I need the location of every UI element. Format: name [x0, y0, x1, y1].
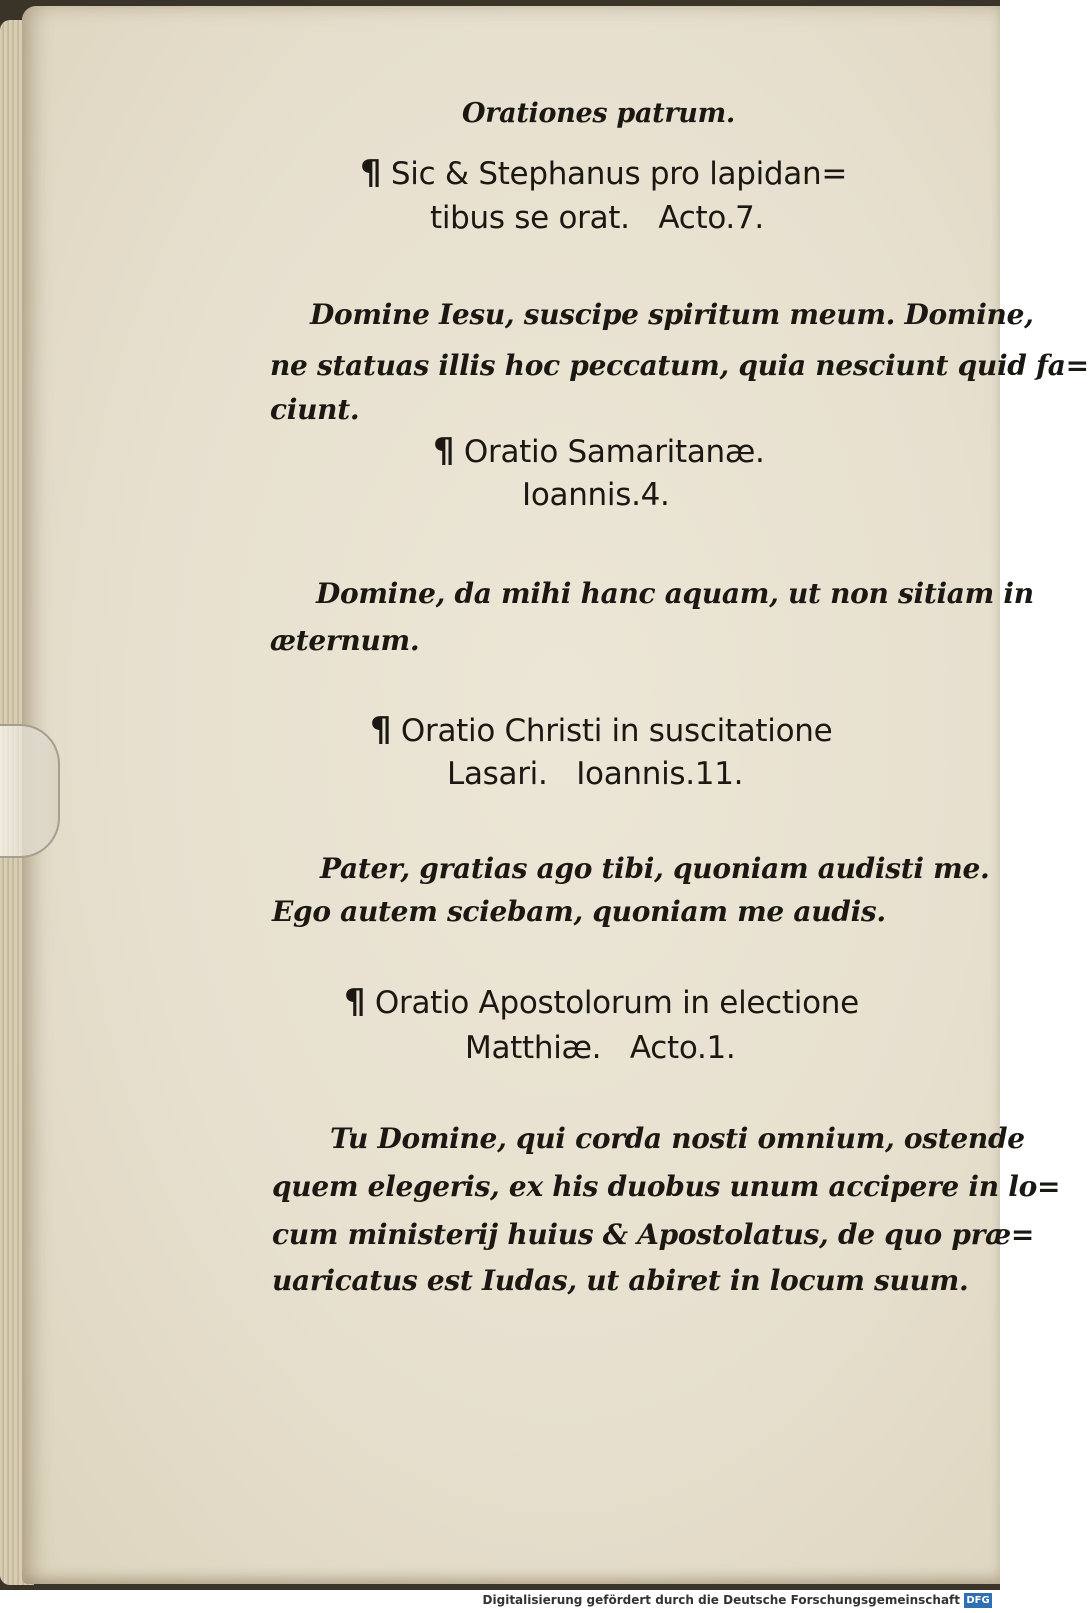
- section-body-3-line-2: Ego autem sciebam, quoniam me audis.: [272, 895, 886, 928]
- section-body-4-line-1: Tu Domine, qui corda nosti omnium, ostende: [330, 1122, 1025, 1155]
- heading-text: Sic & Stephanus pro lapidan=: [390, 156, 848, 192]
- section-heading-3-line-1: [370, 710, 832, 750]
- section-heading-4-line-2: Matthiæ. Acto.1.: [465, 1030, 736, 1066]
- section-heading-1-line-1: [360, 153, 847, 193]
- section-heading-1-line-2: tibus se orat. Acto.7.: [430, 200, 764, 236]
- section-body-3-line-1: Pater, gratias ago tibi, quoniam audisti me.: [320, 852, 990, 885]
- pilcrow-icon: ¶: [370, 710, 392, 750]
- digitization-footer: [0, 1590, 1000, 1613]
- section-body-1-line-2: ne statuas illis hoc peccatum, quia nesciunt quid fa=: [270, 349, 1089, 382]
- pilcrow-icon: ¶: [433, 431, 455, 471]
- heading-text: Oratio Apostolorum in electione: [374, 985, 859, 1021]
- heading-text: Oratio Christi in suscitatione: [400, 713, 833, 749]
- pilcrow-icon: ¶: [360, 153, 382, 193]
- section-body-2-line-2: æternum.: [270, 624, 420, 657]
- section-body-1-line-3: ciunt.: [270, 393, 360, 426]
- running-head: Orationes patrum.: [462, 98, 735, 129]
- section-body-4-line-2: quem elegeris, ex his duobus unum accipere in lo=: [272, 1170, 1061, 1203]
- heading-text: Oratio Samaritanæ.: [463, 434, 765, 470]
- section-body-4-line-3: cum ministerij huius & Apostolatus, de quo præ=: [272, 1218, 1035, 1251]
- pilcrow-icon: ¶: [344, 982, 366, 1022]
- funding-credit: Digitalisierung gefördert durch die Deutsche Forschungsgemeinschaft: [482, 1593, 960, 1607]
- section-heading-2-line-2: Ioannis.4.: [522, 477, 670, 513]
- section-heading-2-line-1: [433, 431, 765, 471]
- section-body-1-line-1: Domine Iesu, suscipe spiritum meum. Domine,: [310, 298, 1034, 331]
- book-page: [22, 6, 1000, 1584]
- section-body-4-line-4: uaricatus est Iudas, ut abiret in locum suum.: [272, 1264, 969, 1297]
- section-heading-3-line-2: Lasari. Ioannis.11.: [447, 756, 744, 792]
- page-clip: [0, 724, 60, 858]
- dfg-logo: DFG: [964, 1593, 992, 1608]
- section-body-2-line-1: Domine, da mihi hanc aquam, ut non sitiam in: [316, 577, 1034, 610]
- section-heading-4-line-1: [344, 982, 859, 1022]
